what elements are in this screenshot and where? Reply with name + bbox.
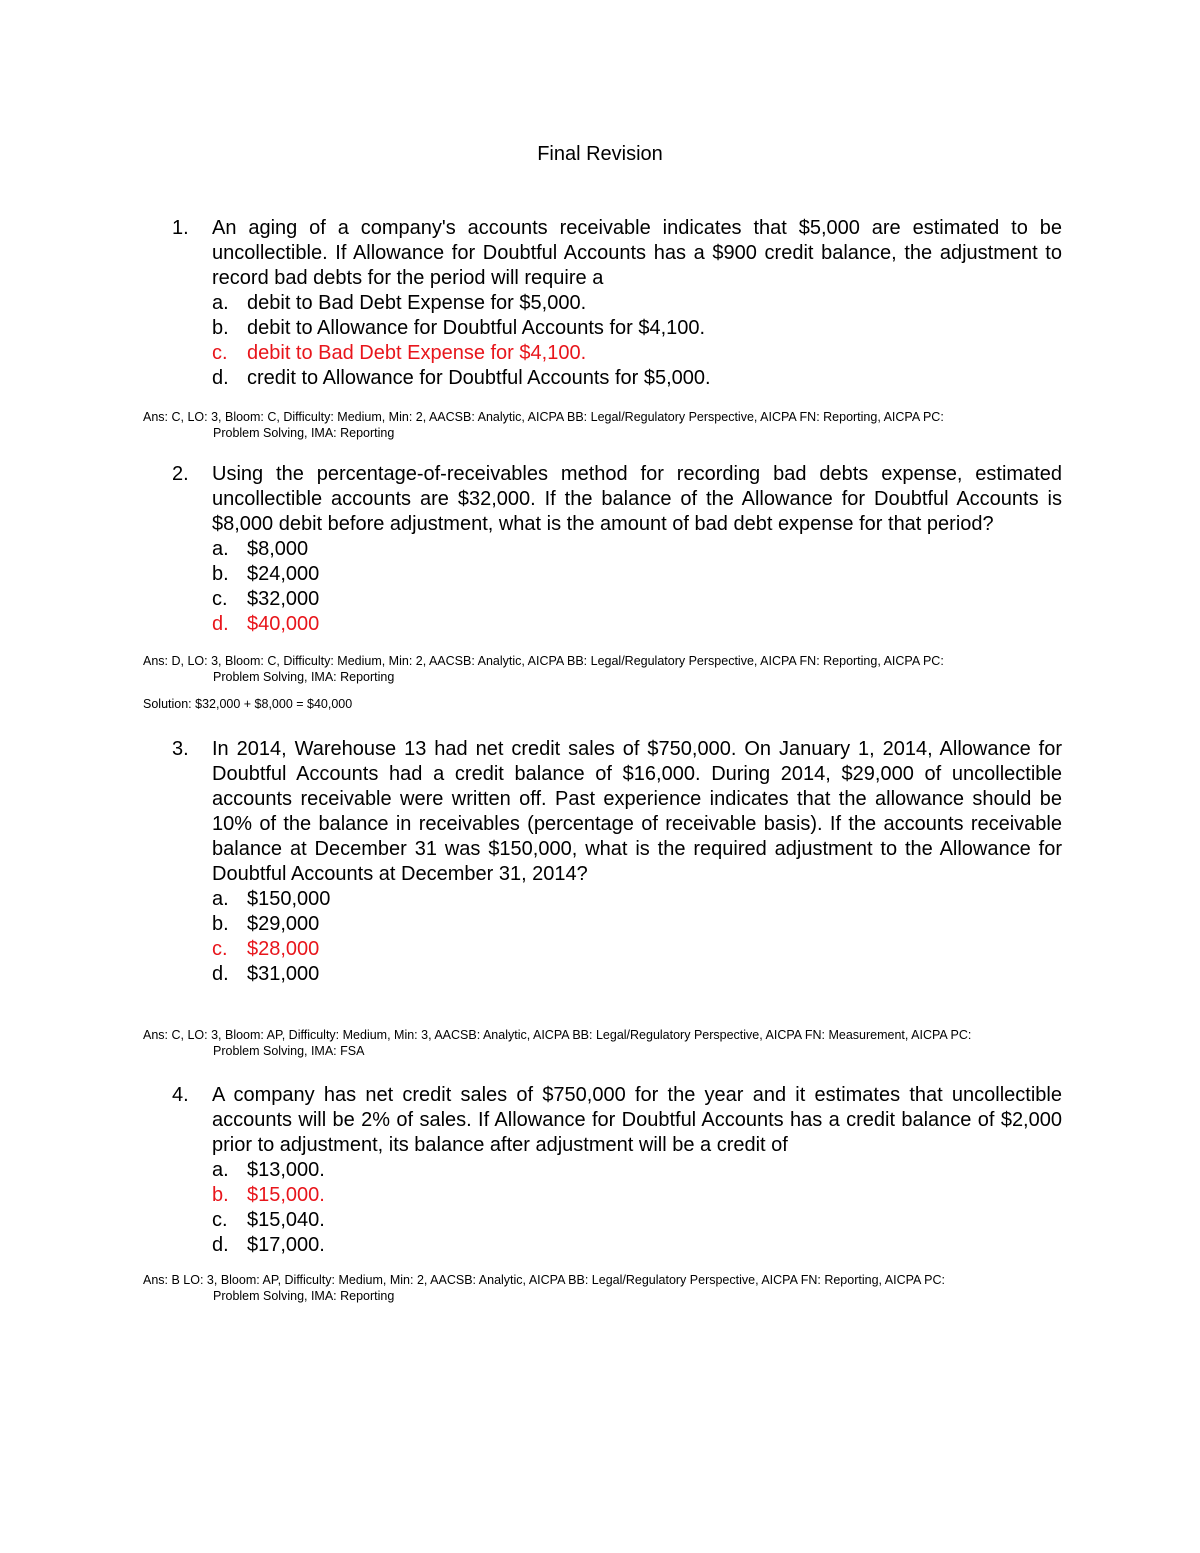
metadata-line: Ans: D, LO: 3, Bloom: C, Difficulty: Medium, Min: 2, AACSB: Analytic, AICPA BB: Legal/Regulatory Perspective, AICPA FN: Reporting, AICPA PC:: [143, 654, 944, 668]
option-letter: a.: [212, 538, 229, 560]
question-text: In 2014, Warehouse 13 had net credit sales of $750,000. On January 1, 2014, Allowance for Doubtful Accounts had a credit balance of $16,000. During 2014, $29,000 of uncollectible accounts receivable were written off. Past experience indicates that the allowance should be 10% of the balance in receivables (percentage of receivable basis). If the accounts receivable balance at December 31 was $150,000, what is the required adjustment to the Allowance for Doubtful Accounts at December 31, 2014?: [212, 738, 1062, 885]
option-letter: b.: [212, 317, 229, 339]
metadata-line: Problem Solving, IMA: FSA: [213, 1044, 365, 1058]
option-letter: c.: [212, 1209, 228, 1231]
correct-option: [172, 1183, 1062, 1208]
correct-option: [172, 341, 1062, 366]
question-number: 2.: [172, 463, 189, 485]
page-title: Final Revision: [537, 143, 663, 165]
question-number: 4.: [172, 1084, 189, 1106]
correct-option: [172, 612, 1062, 637]
option-text: $8,000: [247, 538, 309, 560]
metadata-line: Problem Solving, IMA: Reporting: [213, 1289, 395, 1303]
question-4: [172, 1083, 1062, 1258]
metadata-line: Ans: C, LO: 3, Bloom: C, Difficulty: Medium, Min: 2, AACSB: Analytic, AICPA BB: Legal/Regulatory Perspective, AICPA FN: Reporting, AICPA PC:: [143, 410, 944, 424]
option-letter: d.: [212, 367, 229, 389]
answer-metadata: [143, 653, 1060, 685]
option-letter: b.: [212, 913, 229, 935]
option-text: $32,000: [247, 588, 320, 610]
option-text: debit to Bad Debt Expense for $4,100.: [247, 342, 587, 364]
option-letter: b.: [212, 563, 229, 585]
option-text: $31,000: [247, 963, 320, 985]
question-3: [172, 737, 1062, 987]
option-text: $24,000: [247, 563, 320, 585]
question-1: [172, 216, 1062, 391]
option-text: $28,000: [247, 938, 320, 960]
option-text: $29,000: [247, 913, 320, 935]
question-text: An aging of a company's accounts receivable indicates that $5,000 are estimated to be uncollectible. If Allowance for Doubtful Accounts has a $900 credit balance, the adjustment to record bad debts for the period will require a: [212, 217, 1062, 289]
option-letter: c.: [212, 342, 228, 364]
option-text: debit to Allowance for Doubtful Accounts for $4,100.: [247, 317, 706, 339]
answer-metadata: [143, 1027, 1060, 1059]
answer-metadata: [143, 409, 1060, 441]
option-letter: a.: [212, 292, 229, 314]
option-letter: d.: [212, 1234, 229, 1256]
option-text: $40,000: [247, 613, 320, 635]
option-text: $13,000.: [247, 1159, 325, 1181]
option-letter: c.: [212, 588, 228, 610]
answer-metadata: [143, 1272, 1060, 1304]
correct-option: [172, 937, 1062, 962]
option-text: $17,000.: [247, 1234, 325, 1256]
solution-note: Solution: $32,000 + $8,000 = $40,000: [143, 697, 353, 711]
option-letter: d.: [212, 613, 229, 635]
question-2: [172, 462, 1062, 637]
option-text: $15,040.: [247, 1209, 325, 1231]
metadata-line: Problem Solving, IMA: Reporting: [213, 670, 395, 684]
metadata-line: Ans: C, LO: 3, Bloom: AP, Difficulty: Medium, Min: 3, AACSB: Analytic, AICPA BB: Legal/Regulatory Perspective, AICPA FN: Measurement, AICPA PC:: [143, 1028, 972, 1042]
option-text: $15,000.: [247, 1184, 325, 1206]
metadata-line: Ans: B LO: 3, Bloom: AP, Difficulty: Medium, Min: 2, AACSB: Analytic, AICPA BB: Legal/Regulatory Perspective, AICPA FN: Reporting, AICPA PC:: [143, 1273, 945, 1287]
question-text: Using the percentage-of-receivables method for recording bad debts expense, estimated uncollectible accounts are $32,000. If the balance of the Allowance for Doubtful Accounts is $8,000 debit before adjustment, what is the amount of bad debt expense for that period?: [212, 463, 1062, 535]
option-letter: d.: [212, 963, 229, 985]
option-text: credit to Allowance for Doubtful Accounts for $5,000.: [247, 367, 711, 389]
option-text: debit to Bad Debt Expense for $5,000.: [247, 292, 587, 314]
question-text: A company has net credit sales of $750,000 for the year and it estimates that uncollectible accounts will be 2% of sales. If Allowance for Doubtful Accounts has a credit balance of $2,000 prior to adjustment, its balance after adjustment will be a credit of: [212, 1084, 1062, 1156]
option-letter: a.: [212, 888, 229, 910]
question-number: 1.: [172, 217, 189, 239]
option-letter: a.: [212, 1159, 229, 1181]
question-number: 3.: [172, 738, 189, 760]
option-letter: c.: [212, 938, 228, 960]
option-letter: b.: [212, 1184, 229, 1206]
option-text: $150,000: [247, 888, 331, 910]
metadata-line: Problem Solving, IMA: Reporting: [213, 426, 395, 440]
